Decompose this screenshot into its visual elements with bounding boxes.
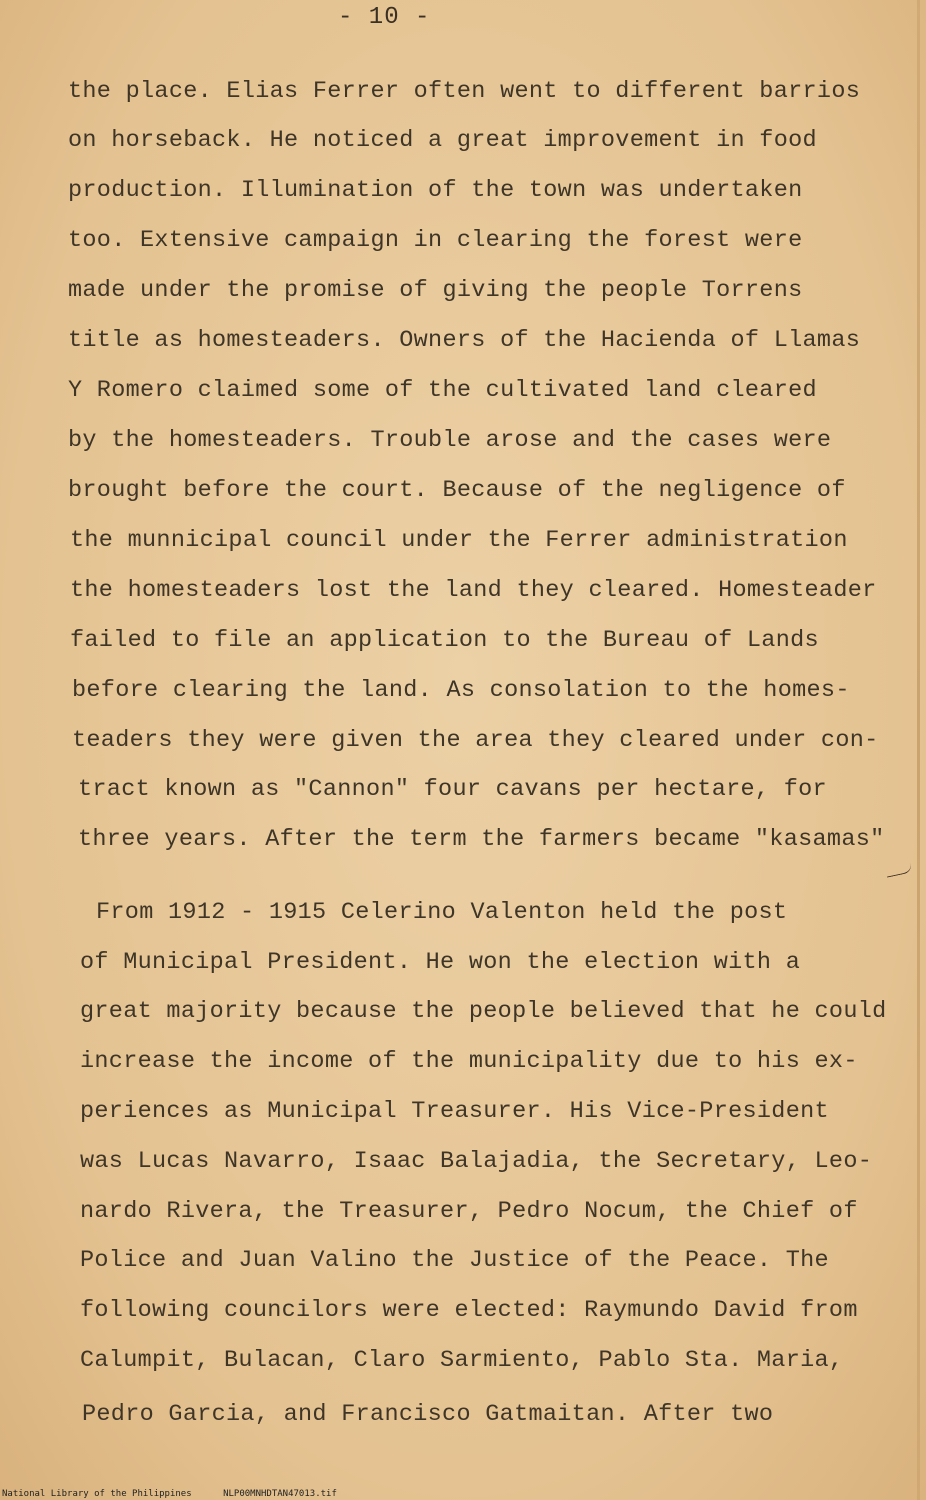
text-line: the munnicipal council under the Ferrer administration	[70, 527, 848, 554]
text-line: before clearing the land. As consolation to the homes-	[72, 677, 850, 704]
text-line: of Municipal President. He won the election with a	[80, 949, 801, 976]
text-line: periences as Municipal Treasurer. His Vice-President	[80, 1098, 829, 1125]
text-line: From 1912 - 1915 Celerino Valenton held the post	[96, 899, 788, 926]
text-line: Calumpit, Bulacan, Claro Sarmiento, Pablo Sta. Maria,	[80, 1347, 844, 1374]
text-line: increase the income of the municipality due to his ex-	[80, 1048, 858, 1075]
page-edge-shadow	[917, 0, 920, 1500]
footer-filename: NLP00MNHDTAN47013.tif	[223, 1489, 337, 1499]
handwritten-pen-mark	[885, 863, 912, 877]
text-line: title as homesteaders. Owners of the Hacienda of Llamas	[68, 327, 861, 354]
text-line: production. Illumination of the town was undertaken	[68, 177, 803, 204]
text-line: great majority because the people believed that he could	[80, 998, 887, 1025]
text-line: failed to file an application to the Bureau of Lands	[70, 627, 819, 654]
footer-library: National Library of the Philippines	[2, 1489, 192, 1499]
text-line: teaders they were given the area they cleared under con-	[72, 727, 879, 754]
scan-footer	[2, 1489, 363, 1499]
text-line: on horseback. He noticed a great improvement in food	[68, 127, 817, 154]
text-line: Y Romero claimed some of the cultivated land cleared	[68, 377, 817, 404]
text-line: the homesteaders lost the land they cleared. Homesteader	[70, 577, 877, 604]
text-line: made under the promise of giving the people Torrens	[68, 277, 803, 304]
text-line: Police and Juan Valino the Justice of the Peace. The	[80, 1247, 829, 1274]
text-line: by the homesteaders. Trouble arose and the cases were	[68, 427, 832, 454]
text-line: following councilors were elected: Raymundo David from	[80, 1297, 858, 1324]
text-line: three years. After the term the farmers became "kasamas"	[78, 826, 885, 853]
text-line: the place. Elias Ferrer often went to different barrios	[68, 78, 861, 105]
text-line: was Lucas Navarro, Isaac Balajadia, the Secretary, Leo-	[80, 1148, 873, 1175]
page-number: - 10 -	[338, 4, 431, 31]
text-line: tract known as "Cannon" four cavans per hectare, for	[78, 776, 827, 803]
text-line: Pedro Garcia, and Francisco Gatmaitan. After two	[82, 1401, 774, 1428]
text-line: nardo Rivera, the Treasurer, Pedro Nocum, the Chief of	[80, 1198, 858, 1225]
text-line: too. Extensive campaign in clearing the forest were	[68, 227, 803, 254]
text-line: brought before the court. Because of the negligence of	[68, 477, 846, 504]
